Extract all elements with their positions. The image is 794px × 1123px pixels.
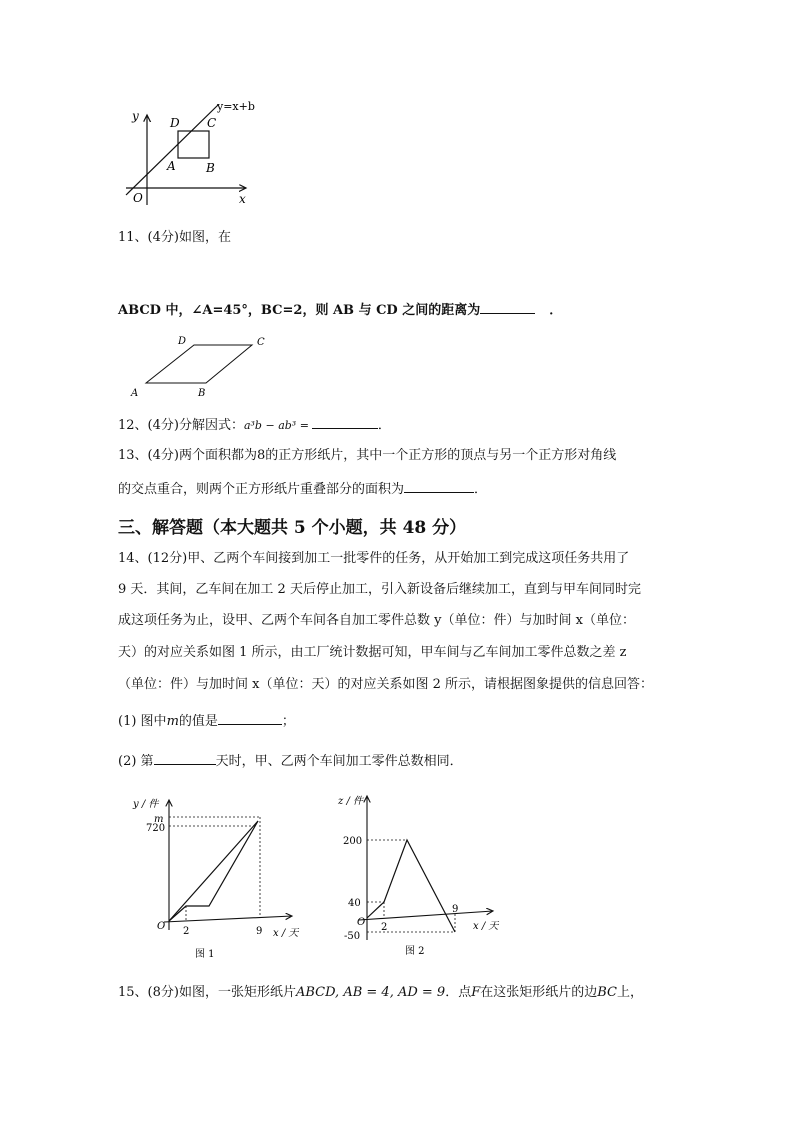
q14-line3: 成这项任务为止，设甲、乙两个车间各自加工零件总数 y（单位：件）与加时间 x（单位：: [118, 613, 635, 628]
fig1-origin: O: [157, 921, 166, 932]
q11-text: ABCD 中，∠A=45°，BC=2，则 AB 与 CD 之间的距离为: [118, 303, 481, 318]
q15-mid: ．点: [445, 985, 472, 1000]
q12-expression: a³b − ab³ =: [243, 419, 309, 432]
q11-answer-blank[interactable]: [480, 301, 535, 314]
q11-end: ．: [549, 303, 563, 318]
q14-sub2-prefix: (2) 第: [118, 754, 154, 769]
y-axis-label: y: [132, 109, 139, 123]
line-equation-label: y=x+b: [217, 100, 255, 113]
q15-mid2: 在这张矩形纸片的边: [480, 985, 598, 1000]
fig1-y-label: y / 件: [133, 799, 159, 810]
q12-prefix: 12、(4分)分解因式：: [118, 418, 244, 433]
q14-line2: 9 天．其间，乙车间在加工 2 天后停止加工，引入新设备后继续加工，直到与甲车间同时完: [118, 582, 641, 597]
fig2-caption: 图 2: [405, 946, 425, 957]
q13-end: ．: [474, 482, 488, 497]
q14-sub1-answer-blank[interactable]: [218, 712, 282, 725]
fig1-x-label: x / 天: [273, 928, 299, 939]
fig2-y-tick-200: 200: [343, 836, 363, 847]
q12: [118, 416, 391, 434]
q14-sub1-suffix: 的值是: [178, 714, 218, 729]
q14-sub1-prefix: (1) 图中: [118, 714, 167, 729]
point-c-label: C: [207, 116, 217, 130]
fig2-x-tick-9: 9: [452, 904, 459, 915]
q15-prefix: 15、(8分)如图，一张矩形纸片: [118, 985, 296, 1000]
q14-line4: 天）的对应关系如图 1 所示，由工厂统计数据可知，甲车间与乙车间加工零件总数之差 z: [118, 645, 627, 660]
q14-sub2-answer-blank[interactable]: [154, 752, 216, 765]
q13-answer-blank[interactable]: [404, 480, 474, 493]
q12-end: ．: [377, 418, 391, 433]
figure-1-graph: [130, 790, 305, 965]
q15-var-bc: BC: [597, 985, 618, 1000]
q15-line1: [118, 985, 643, 1001]
fig1-caption: 图 1: [195, 949, 215, 960]
fig2-y-tick-40: 40: [348, 898, 361, 909]
q11-body: [118, 301, 562, 319]
q15-math: ABCD, AB = 4, AD = 9: [295, 985, 446, 1000]
q13-line2: [118, 480, 487, 498]
q14-sub1-end: ；: [281, 714, 295, 729]
para-point-b: B: [198, 388, 206, 399]
q14-sub1-var: m: [166, 714, 179, 729]
fig1-y-tick-m: m: [154, 814, 164, 825]
fig1-x-tick-9: 9: [256, 926, 263, 937]
q15-end: 上，: [617, 985, 644, 1000]
q14-sub2: [118, 752, 463, 770]
point-a-label: A: [167, 159, 176, 173]
para-point-c: C: [257, 337, 265, 348]
fig1-y-tick-720: 720: [146, 823, 166, 834]
q13-line1: 13、(4分)两个面积都为8的正方形纸片，其中一个正方形的顶点与另一个正方形对角线: [118, 448, 617, 463]
q11-prefix: 11、(4分)如图，在: [118, 230, 231, 245]
q15-var-f: F: [471, 985, 481, 1000]
section-heading: 三、解答题（本大题共 5 个小题，共 48 分）: [118, 518, 467, 538]
point-b-label: B: [206, 161, 215, 175]
q13-text: 的交点重合，则两个正方形纸片重叠部分的面积为: [118, 482, 405, 497]
fig1-x-tick-2: 2: [183, 926, 190, 937]
q14-line5: （单位：件）与加时间 x（单位：天）的对应关系如图 2 所示，请根据图象提供的信息回答：: [118, 677, 654, 692]
fig2-x-tick-2: 2: [381, 922, 388, 933]
fig2-y-label: z / 件: [338, 796, 363, 807]
q14-sub1: [118, 712, 295, 730]
fig2-y-tick-neg50: -50: [344, 931, 361, 942]
origin-label: O: [133, 191, 143, 205]
x-axis-label: x: [239, 192, 246, 206]
fig2-origin: O: [357, 917, 366, 928]
q12-answer-blank[interactable]: [312, 416, 378, 429]
figure-linear-square: [118, 95, 268, 210]
para-point-d: D: [178, 336, 187, 347]
figure-parallelogram: [128, 333, 278, 399]
point-d-label: D: [170, 116, 180, 130]
q14-sub2-suffix: 天时，甲、乙两个车间加工零件总数相同．: [215, 754, 463, 769]
fig2-x-label: x / 天: [473, 921, 499, 932]
para-point-a: A: [131, 388, 139, 399]
figure-2-graph: [335, 790, 505, 965]
q14-line1: 14、(12分)甲、乙两个车间接到加工一批零件的任务，从开始加工到完成这项任务共用了: [118, 551, 630, 566]
